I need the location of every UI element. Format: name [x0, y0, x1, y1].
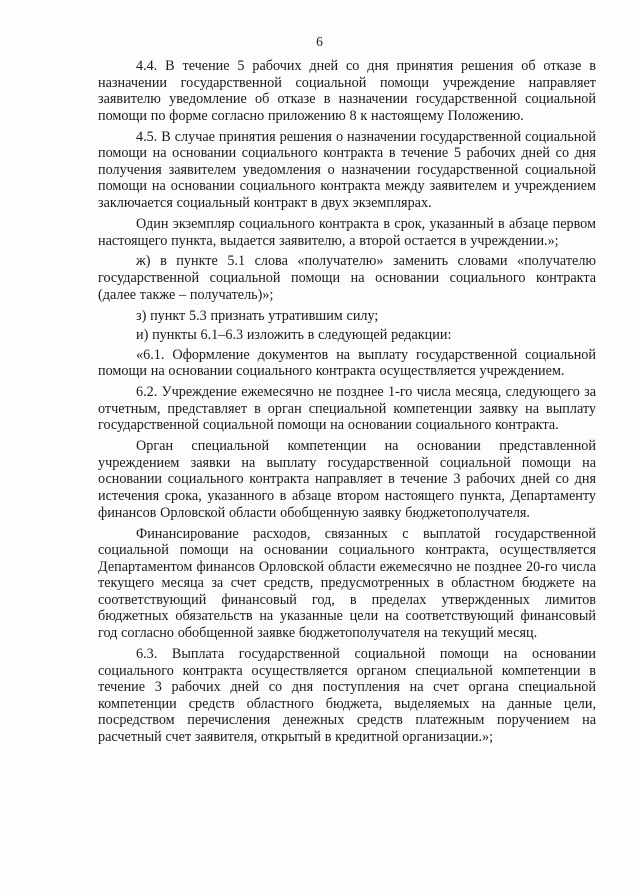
- document-body: [98, 58, 596, 750]
- paragraph-6-2: 6.2. Учреждение ежемесячно не позднее 1-го числа месяца, следующего за отчетным, представляет в орган специальной компетенции заявку на выплату государственной социальной помощи на основании социального контракта.: [98, 384, 596, 434]
- paragraph-6-1: «6.1. Оформление документов на выплату государственной социальной помощи на основании социального контракта осуществляется учреждением.: [98, 346, 596, 380]
- paragraph-6-3: 6.3. Выплата государственной социальной помощи на основании социального контракта осуществляется органом специальной компетенции в течение 3 рабочих дней со дня поступления на счет органа специальной компетенции средств областного бюджета, выделяемых на данные цели, посредством перечисления денежных средств платежным поручением на расчетный счет заявителя, открытый в кредитной организации.»;: [98, 645, 596, 745]
- page-number: 6: [316, 34, 323, 49]
- paragraph-item-z: з) пункт 5.3 признать утратившим силу;: [136, 307, 379, 324]
- paragraph-competence-organ: Орган специальной компетенции на основании представленной учреждением заявки на выплату государственной социальной помощи на основании социального контракта направляет в течение 3 рабочих дней со дня истечения срока, указанного в абзаце втором настоящего пункта, Департаменту финансов Орловской области обобщенную заявку бюджетополучателя.: [98, 438, 596, 521]
- paragraph-item-i: и) пункты 6.1–6.3 изложить в следующей редакции:: [136, 327, 452, 344]
- paragraph-4-4: 4.4. В течение 5 рабочих дней со дня принятия решения об отказе в назначении государственной социальной помощи учреждение направляет заявителю уведомление об отказе в назначении государственной социальной помощи по форме согласно приложению 8 к настоящему Положению.: [98, 58, 596, 124]
- paragraph-financing: Финансирование расходов, связанных с выплатой государственной социальной помощи на основании социального контракта, осуществляется Департаментом финансов Орловской области ежемесячно не позднее 20-го числа текущего месяца за счет средств, предусмотренных в областном бюджете на соответствующий финансовый год, в пределах утвержденных лимитов бюджетных обязательств на указанные цели на соответствующий финансовый год согласно обобщенной заявке бюджетополучателя на текущий месяц.: [98, 525, 596, 642]
- paragraph-4-5: 4.5. В случае принятия решения о назначении государственной социальной помощи на основании социального контракта в течение 5 рабочих дней со дня получения заявителем уведомления о назначении государственной социальной помощи на основании социального контракта между заявителем и учреждением заключается социальный контракт в двух экземплярах.: [98, 128, 596, 212]
- paragraph-item-zh: ж) в пункте 5.1 слова «получателю» заменить словами «получателю государственной социальной помощи на основании социального контракта (далее также – получатель)»;: [98, 253, 596, 303]
- paragraph-contract-copy: Один экземпляр социального контракта в срок, указанный в абзаце первом настоящего пункта, выдается заявителю, а второй остается в учреждении.»;: [98, 215, 596, 249]
